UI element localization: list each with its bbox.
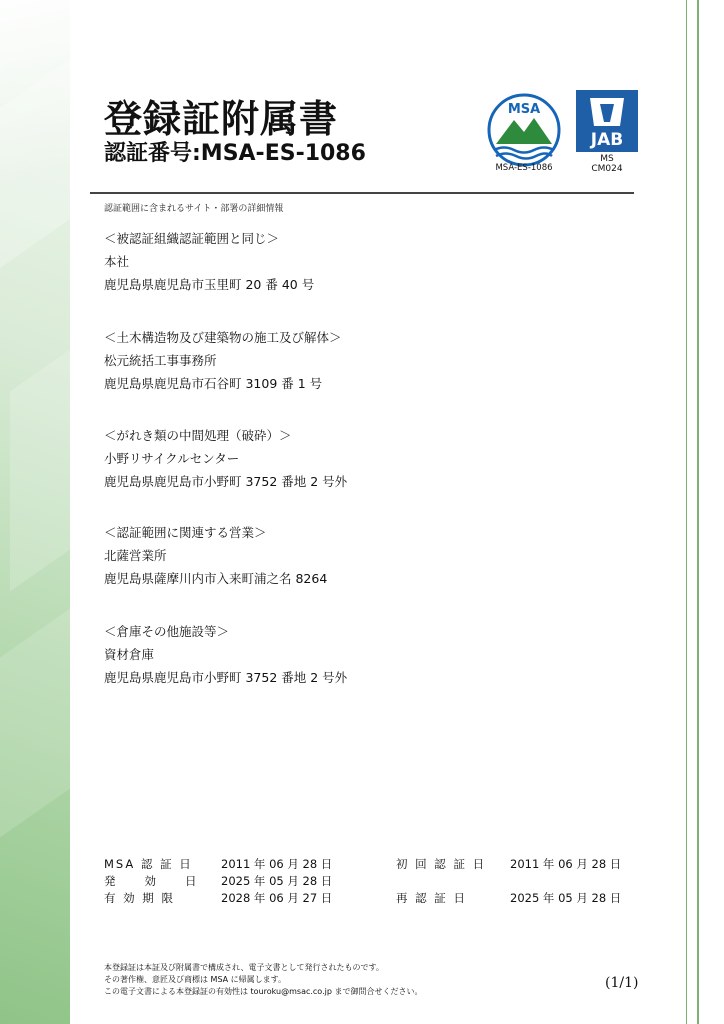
footer-line: この電子文書による本登録証の有効性は touroku@msac.co.jp まで御問合せください。 bbox=[104, 987, 423, 996]
site-block bbox=[104, 521, 327, 590]
page-number: (1/1) bbox=[605, 975, 639, 991]
site-address: 鹿児島県鹿児島市玉里町 20 番 40 号 bbox=[104, 277, 315, 292]
site-name: 松元統括工事事務所 bbox=[104, 353, 217, 368]
site-address: 鹿児島県鹿児島市小野町 3752 番地 2 号外 bbox=[104, 474, 348, 489]
footer-notes bbox=[104, 962, 422, 998]
decorative-green-band bbox=[0, 0, 70, 1024]
site-category: ＜土木構造物及び建築物の施工及び解体＞ bbox=[104, 330, 342, 345]
site-category: ＜被認証組織認証範囲と同じ＞ bbox=[104, 231, 280, 246]
site-block bbox=[104, 326, 342, 395]
site-category: ＜がれき類の中間処理（破砕）＞ bbox=[104, 428, 292, 443]
msa-logo-text: MSA bbox=[507, 102, 541, 117]
document-title: 登録証附属書 bbox=[104, 96, 339, 141]
site-address: 鹿児島県鹿児島市小野町 3752 番地 2 号外 bbox=[104, 670, 348, 685]
jab-logo-icon bbox=[576, 90, 638, 152]
site-category: ＜倉庫その他施設等＞ bbox=[104, 624, 230, 639]
recert-date-value: 2025 年 05 月 28 日 bbox=[510, 891, 622, 905]
site-block bbox=[104, 424, 347, 493]
site-block bbox=[104, 620, 347, 689]
site-name: 北薩営業所 bbox=[104, 548, 167, 563]
footer-line: 本登録証は本証及び附属書で構成され、電子文書として発行されたものです。 bbox=[104, 963, 384, 972]
right-border-line-inner bbox=[686, 0, 687, 1024]
site-block bbox=[104, 227, 314, 296]
certification-number: 認証番号:MSA-ES-1086 bbox=[104, 141, 366, 166]
initial-cert-date-value: 2011 年 06 月 28 日 bbox=[510, 857, 622, 871]
expiry-date-value: 2028 年 06 月 27 日 bbox=[221, 891, 333, 905]
issue-date-label: 発 効 日 bbox=[104, 874, 199, 888]
msa-cert-date-value: 2011 年 06 月 28 日 bbox=[221, 857, 333, 871]
site-name: 小野リサイクルセンター bbox=[104, 451, 240, 466]
recert-date-label: 再 認 証 日 bbox=[396, 891, 467, 905]
site-category: ＜認証範囲に関連する営業＞ bbox=[104, 525, 267, 540]
issue-date-value: 2025 年 05 月 28 日 bbox=[221, 874, 333, 888]
site-name: 本社 bbox=[104, 254, 130, 269]
msa-cert-date-label: MSA 認 証 日 bbox=[104, 857, 193, 871]
jab-caption-ms: MS bbox=[600, 154, 614, 164]
site-address: 鹿児島県鹿児島市石谷町 3109 番 1 号 bbox=[104, 376, 323, 391]
jab-caption-code: CM024 bbox=[591, 164, 623, 174]
footer-line: その著作権、意匠及び商標は MSA に帰属します。 bbox=[104, 975, 287, 984]
site-address: 鹿児島県薩摩川内市入来町浦之名 8264 bbox=[104, 571, 328, 586]
jab-logo-text: JAB bbox=[590, 130, 624, 150]
site-name: 資材倉庫 bbox=[104, 647, 155, 662]
header-divider bbox=[90, 192, 634, 194]
expiry-date-label: 有 効 期 限 bbox=[104, 891, 175, 905]
section-subheading: 認証範囲に含まれるサイト・部署の詳細情報 bbox=[104, 204, 284, 214]
right-border-line-outer bbox=[697, 0, 699, 1024]
msa-logo-caption: MSA-ES-1086 bbox=[495, 163, 553, 173]
initial-cert-date-label: 初 回 認 証 日 bbox=[396, 857, 487, 871]
